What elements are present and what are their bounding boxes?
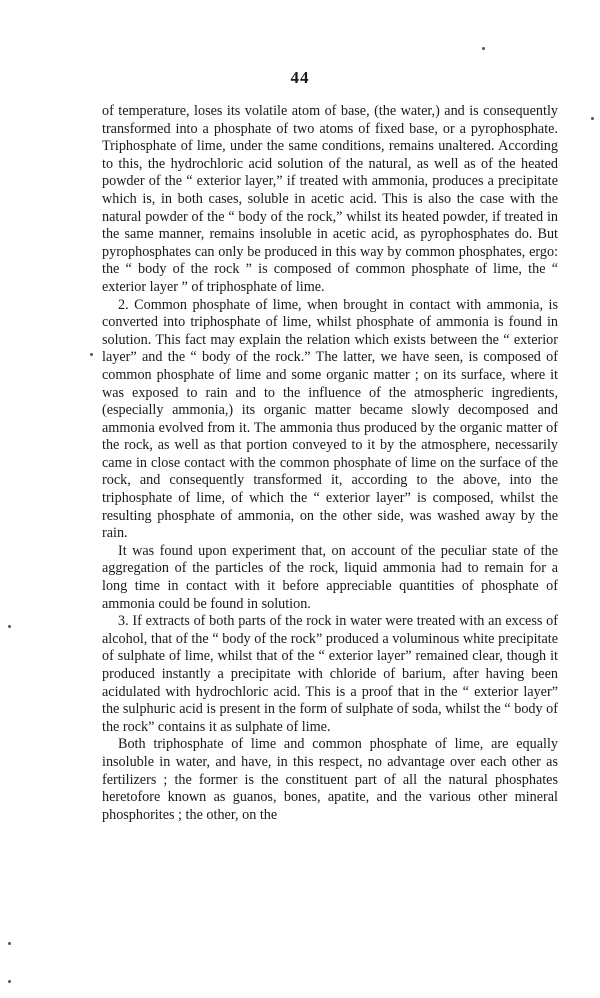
paragraph-5: Both triphosphate of lime and common phosphate of lime, are equally insoluble in water, and have, in this respect, no advantage over each other as fertilizers ; the former is the constituent part of all the natural phosphates heretofore known as guanos, bones, apatite, and the various other mineral phosphorites ; the other, on the [102, 736, 558, 823]
paragraph-4: 3. If extracts of both parts of the rock in water were treated with an excess of alcohol, that of the “ body of the rock” produced a voluminous white precipitate of sulphate of lime, whilst that of the “ exterior layer” remained clear, though it produced instantly a precipitate with chloride of barium, after having been acidulated with hydrochloric acid. This is a proof that in the “ exterior layer” the sulphuric acid is present in the form of sulphate of soda, whilst the “ body of the rock” contains it as sulphate of lime. [102, 613, 558, 735]
body-text [102, 103, 558, 824]
scan-speck [482, 47, 485, 50]
scan-speck [591, 117, 594, 120]
scan-speck [8, 625, 11, 628]
scan-speck [90, 353, 93, 356]
paragraph-2: 2. Common phosphate of lime, when brought in contact with ammonia, is converted into triphosphate of lime, whilst phosphate of ammonia is found in solution. This fact may explain the relation which exists between the “ exterior layer” and the “ body of the rock.” The latter, we have seen, is composed of common phosphate of lime and some organic matter ; on its surface, where it was exposed to rain and to the influence of the atmospheric ingredients, (especially ammonia,) its organic matter became slowly decomposed and ammonia evolved from it. The ammonia thus produced by the organic matter of the rock, as well as that portion conveyed to it by the atmosphere, necessarily came in close contact with the common phosphate of lime on the surface of the rock, and consequently transformed it, according to the above, into the triphosphate of lime, of which the “ exterior layer” is composed, whilst the resulting phosphate of ammonia, on the other side, was washed away by the rain. [102, 296, 558, 542]
paragraph-1: of temperature, loses its volatile atom of base, (the water,) and is consequently transformed into a phosphate of two atoms of fixed base, or a pyrophosphate. Triphosphate of lime, under the same conditions, remains unaltered. According to this, the hydrochloric acid solution of the natural, as well as of the heated powder of the “ exterior layer,” if treated with ammonia, produces a precipitate which is, in both cases, soluble in acetic acid. This is also the case with the natural powder of the “ body of the rock,” whilst its heated powder, if treated in the same manner, remains insoluble in acetic acid, as pyrophosphates do. But pyrophosphates can only be produced in this way by common phosphates, ergo: the “ body of the rock ” is composed of common phosphate of lime, the “ exterior layer ” of triphosphate of lime. [102, 103, 558, 295]
paragraph-3: It was found upon experiment that, on account of the peculiar state of the aggregation of the particles of the rock, liquid ammonia had to remain for a long time in contact with it before appreciable quantities of phosphate of ammonia could be found in solution. [102, 542, 558, 612]
page-number: 44 [290, 68, 310, 87]
scan-speck [8, 980, 11, 983]
scan-speck [8, 942, 11, 945]
